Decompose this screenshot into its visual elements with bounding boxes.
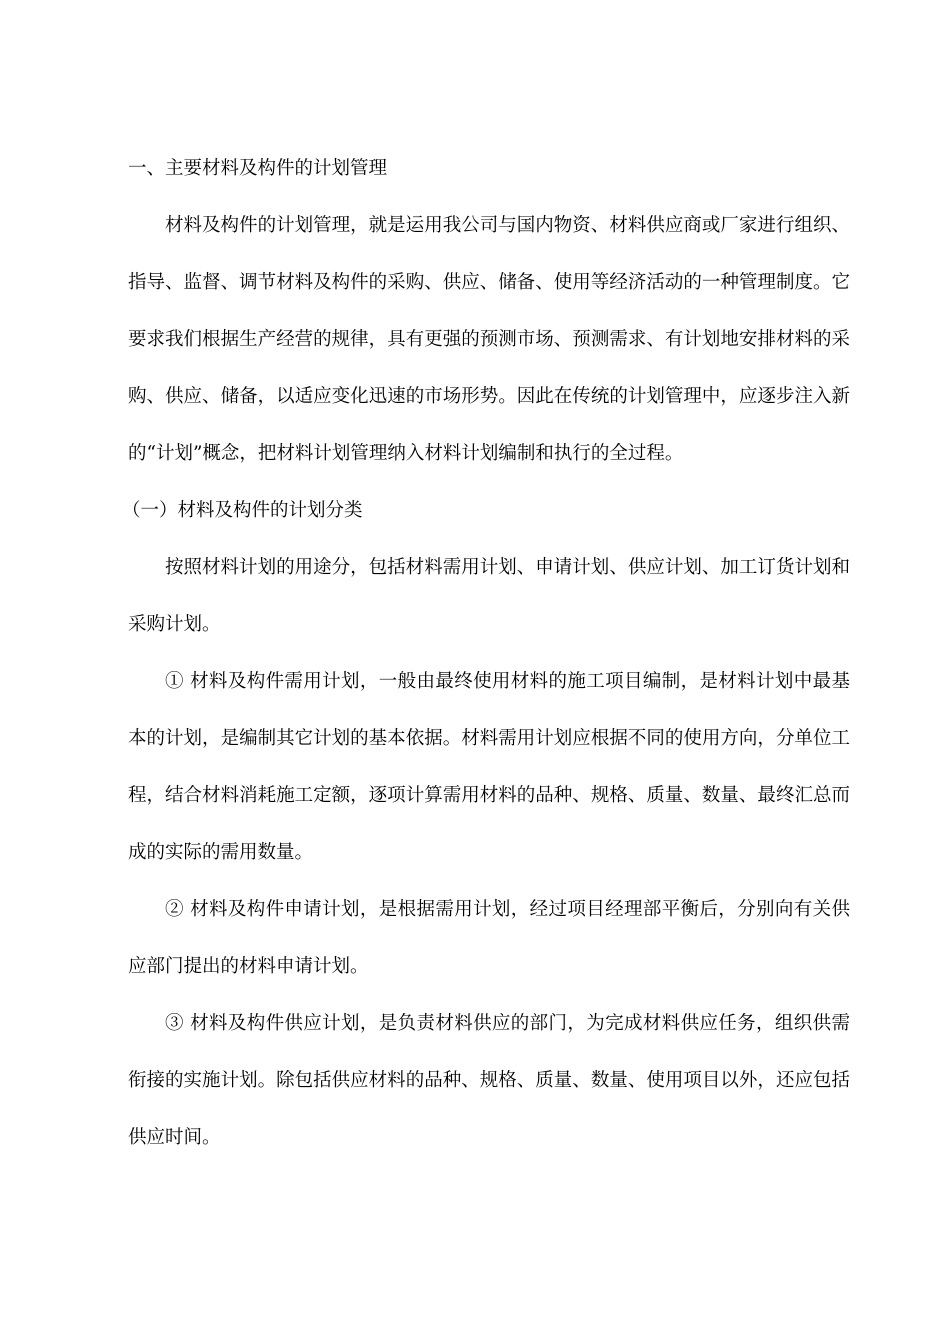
list-item-application-plan: ② 材料及构件申请计划，是根据需用计划，经过项目经理部平衡后，分别向有关供应部门提出的材料申请计划。 <box>128 899 850 977</box>
classification-paragraph: 按照材料计划的用途分，包括材料需用计划、申请计划、供应计划、加工订货计划和采购计划。 <box>128 557 850 635</box>
list-item-demand-plan: ① 材料及构件需用计划，一般由最终使用材料的施工项目编制，是材料计划中最基本的计划，是编制其它计划的基本依据。材料需用计划应根据不同的使用方向，分单位工程，结合材料消耗施工定额，逐项计算需用材料的品种、规格、质量、数量、最终汇总而成的实际的需用数量。 <box>128 671 850 863</box>
subsection-heading: （一）材料及构件的计划分类 <box>122 500 363 521</box>
list-item-supply-plan: ③ 材料及构件供应计划，是负责材料供应的部门，为完成材料供应任务，组织供需衔接的实施计划。除包括供应材料的品种、规格、质量、数量、使用项目以外，还应包括供应时间。 <box>128 1013 850 1148</box>
section-heading: 一、主要材料及构件的计划管理 <box>128 158 388 179</box>
document-body <box>122 140 850 1166</box>
intro-paragraph: 材料及构件的计划管理，就是运用我公司与国内物资、材料供应商或厂家进行组织、指导、监督、调节材料及构件的采购、供应、储备、使用等经济活动的一种管理制度。它要求我们根据生产经营的规律，具有更强的预测市场、预测需求、有计划地安排材料的采购、供应、储备，以适应变化迅速的市场形势。因此在传统的计划管理中，应逐步注入新的“计划”概念，把材料计划管理纳入材料计划编制和执行的全过程。 <box>128 215 850 464</box>
